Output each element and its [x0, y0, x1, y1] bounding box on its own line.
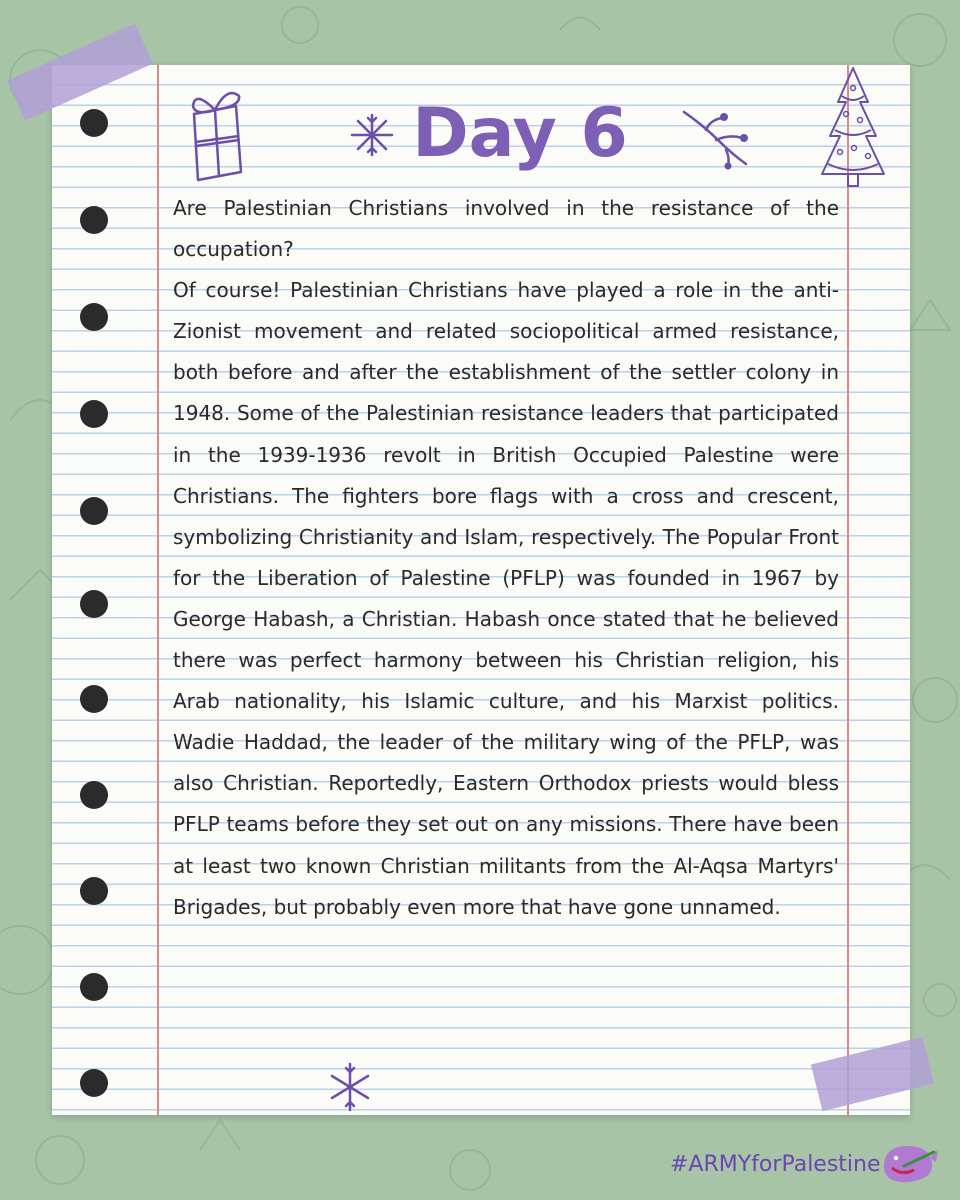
- whale-icon: [878, 1138, 940, 1186]
- article-body: [173, 188, 839, 928]
- snowflake-icon: [350, 113, 394, 157]
- answer-text: Of course! Palestinian Christians have played a role in the anti-Zionist movement and related sociopolitical armed resistance, both before and after the establishment of the settler colony in 1948. Some of the Palestinian resistance leaders that participated in the 1939-1936 revolt in British Occupied Palestine were Christians. The fighters bore flags with a cross and crescent, symbolizing Christianity and Islam, respectively. The Popular Front for the Liberation of Palestine (PFLP) was founded in 1967 by George Habash, a Christian. Habash once stated that he believed there was perfect harmony between his Christian religion, his Arab nationality, his Islamic culture, and his Marxist politics. Wadie Haddad, the leader of the military wing of the PFLP, was also Christian. Reportedly, Eastern Orthodox priests would bless PFLP teams before they set out on any missions. There have been at least two known Christian militants from the Al-Aqsa Martyrs' Brigades, but probably even more that have gone unnamed.: [173, 278, 839, 919]
- gift-icon: [186, 84, 246, 184]
- snowflake-icon: [328, 1062, 372, 1112]
- binder-hole: [80, 973, 108, 1001]
- binder-hole: [80, 590, 108, 618]
- question-text: Are Palestinian Christians involved in the resistance of the occupation?: [173, 196, 839, 262]
- margin-line-right: [847, 65, 849, 1115]
- page-title: Day 6: [412, 94, 628, 173]
- binder-hole: [80, 1069, 108, 1097]
- margin-line-left: [157, 65, 159, 1115]
- binder-hole: [80, 877, 108, 905]
- binder-hole: [80, 497, 108, 525]
- binder-hole: [80, 400, 108, 428]
- binder-hole: [80, 109, 108, 137]
- binder-hole: [80, 206, 108, 234]
- hashtag-footer: #ARMYforPalestine: [670, 1152, 881, 1177]
- christmas-tree-icon: [818, 64, 888, 190]
- page-title-container: [405, 94, 635, 174]
- branch-icon: [680, 108, 752, 170]
- binder-hole: [80, 685, 108, 713]
- binder-hole: [80, 781, 108, 809]
- binder-hole: [80, 303, 108, 331]
